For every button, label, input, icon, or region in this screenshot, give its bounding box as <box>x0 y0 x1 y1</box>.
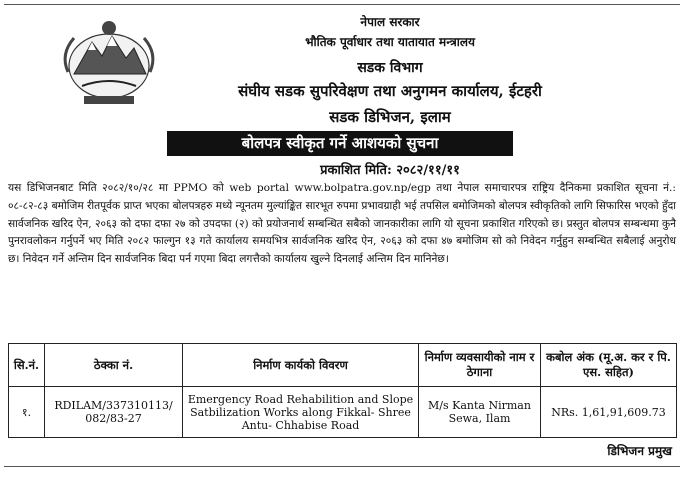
cell-amount: NRs. 1,61,91,609.73 <box>541 387 677 438</box>
header-contract-no: ठेक्का नं. <box>45 344 183 387</box>
office-name: संघीय सडक सुपरिवेक्षण तथा अनुगमन कार्यालय, ईटहरी <box>238 82 542 100</box>
division-name: सडक डिभिजन, इलाम <box>329 108 451 126</box>
header-amount: कबोल अंक (मू.अ. कर र पि. एस. सहित) <box>541 344 677 387</box>
header-serial: सि.नं. <box>9 344 45 387</box>
government-name: नेपाल सरकार <box>360 15 420 29</box>
cell-serial: १. <box>9 387 45 438</box>
cell-contract-no: RDILAM/337310113/ 082/83-27 <box>45 387 183 438</box>
notice-title: बोलपत्र स्वीकृत गर्ने आशयको सुचना <box>167 131 513 156</box>
signoff: डिभिजन प्रमुख <box>607 444 672 458</box>
published-date: प्रकाशित मिति: २०८२/११/११ <box>320 163 460 178</box>
bottom-divider <box>4 466 680 467</box>
bid-table <box>8 343 677 438</box>
top-divider <box>4 4 680 5</box>
table-header-row <box>9 344 677 387</box>
table-row <box>9 387 677 438</box>
notice-body: यस डिभिजनबाट मिति २०८२/१०/२८ मा PPMO को web portal www.bolpatra.gov.np/egp तथा नेपाल समाचारपत्र राष्ट्रिय दैनिकमा प्रकाशित सूचना नं.: ०८-८२-८३ बमोजिम रीतपूर्वक प्राप्त भएका बोलपत्रहरु मध्ये न्यूनतम मुल्यांङ्कित सारभूत रुपमा प्रभावग्राही भई तपसिल बमोजिमको बोलपत्र स्वीकृतिको लागि सिफारिस भएको हुँदा सार्वजनिक खरिद ऐन, २०६३ को दफा दफा २७ को उपदफा (२) को प्रयोजनार्थ सम्बन्धित सबैको जानकारीका लागि यो सूचना प्रकाशित गरिएको छ। प्रस्तुत बोलपत्र सम्बन्धमा कुनै पुनरावलोकन गर्नुपर्ने भए मिति २०८२ फाल्गुन १३ गते कार्यालय समयभित्र सार्वजनिक खरिद ऐन, २०६३ को दफा ४७ बमोजिम सो को निवेदन गर्नुहुन सम्बन्धित सबैलाई अनुरोध छ। निवेदन गर्ने अन्तिम दिन सार्वजनिक बिदा पर्न गएमा बिदा लगत्तैको कार्यालय खुल्ने दिनलाई अन्तिम दिन मानिनेछ। <box>8 182 676 266</box>
header-description: निर्माण कार्यको विवरण <box>183 344 419 387</box>
header-contractor: निर्माण व्यवसायीको नाम र ठेगाना <box>419 344 541 387</box>
cell-contractor: M/s Kanta Nirman Sewa, Ilam <box>419 387 541 438</box>
cell-description: Emergency Road Rehabilition and Slope Satbilization Works along Fikkal- Shree Antu- Chhabise Road <box>183 387 419 438</box>
department-name: सडक विभाग <box>357 60 423 76</box>
ministry-name: भौतिक पूर्वाधार तथा यातायात मन्त्रालय <box>305 35 475 49</box>
